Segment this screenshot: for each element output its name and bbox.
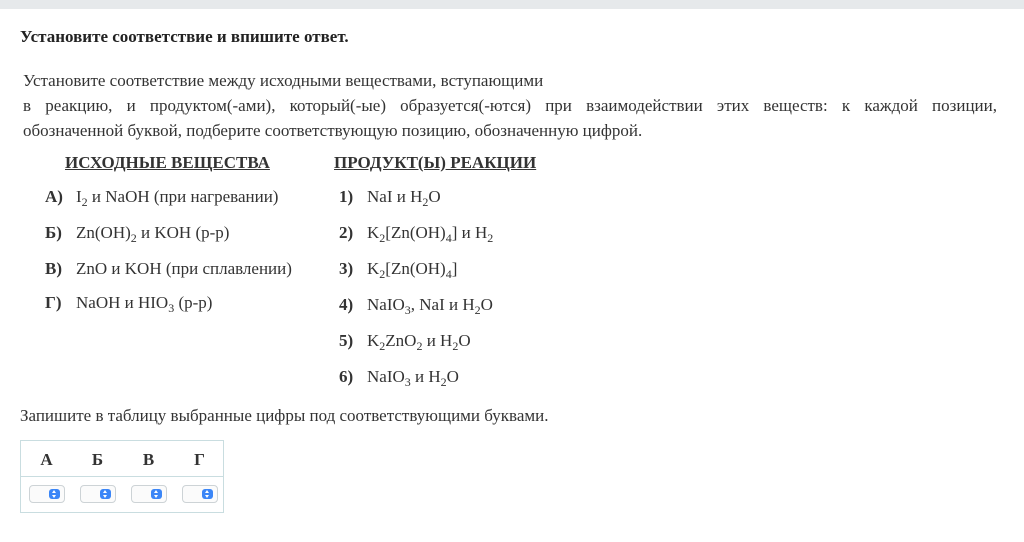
formula-subscript: 2 [440, 375, 447, 389]
formula-text: NaIO [367, 295, 405, 314]
answer-select-v[interactable] [131, 485, 167, 503]
formula-subscript: 4 [445, 267, 452, 281]
up-down-chevron-icon [100, 489, 111, 499]
product-label: 6) [339, 367, 354, 386]
reactants-header: ИСХОДНЫЕ ВЕЩЕСТВА [65, 153, 270, 172]
formula-subscript: 2 [130, 231, 137, 245]
formula-text: ] и H [451, 223, 488, 242]
product-label: 4) [339, 295, 354, 314]
answer-header-v: В [142, 450, 155, 469]
answer-header-b: Б [91, 450, 104, 469]
formula-subscript: 2 [81, 195, 88, 209]
formula-text: O [480, 295, 493, 314]
product-label: 5) [339, 331, 354, 350]
product-label: 3) [339, 259, 354, 278]
formula-subscript: 2 [416, 339, 423, 353]
formula-subscript: 3 [168, 301, 175, 315]
up-down-chevron-icon [151, 489, 162, 499]
formula-subscript: 2 [487, 231, 494, 245]
answer-select-a[interactable] [29, 485, 65, 503]
question-line-1: Установите соответствие между исходными веществами, вступающими [23, 71, 544, 90]
top-bar [0, 0, 1024, 9]
product-label: 2) [339, 223, 354, 242]
answer-header-a: А [40, 450, 53, 469]
formula-subscript: 2 [452, 339, 459, 353]
formula-text: ZnO [385, 331, 417, 350]
product-formula [367, 331, 471, 351]
formula-text: O [428, 187, 441, 206]
formula-text: O [446, 367, 459, 386]
formula-subscript: 2 [379, 339, 386, 353]
question-line-2: в реакцию, и продуктом(-ами), который(-ые) образуется(-ются) при взаимодействии этих веществ: к каждой позиции, [23, 96, 997, 115]
formula-subscript: 2 [379, 231, 386, 245]
formula-text: , NaI и H [410, 295, 475, 314]
formula-text: I [76, 187, 82, 206]
formula-text: ZnO и KOH (при сплавлении) [76, 259, 292, 278]
product-label: 1) [339, 187, 354, 206]
task-title: Установите соответствие и впишите ответ. [20, 27, 349, 46]
answer-table-divider [21, 476, 223, 477]
formula-text: и H [422, 331, 453, 350]
formula-subscript: 2 [422, 195, 429, 209]
formula-subscript: 3 [404, 303, 411, 317]
formula-subscript: 2 [474, 303, 481, 317]
formula-subscript: 4 [445, 231, 452, 245]
reactant-label: А) [45, 187, 63, 206]
formula-text: ] [451, 259, 458, 278]
product-formula [367, 295, 493, 315]
formula-text: NaIO [367, 367, 405, 386]
answer-table [20, 440, 224, 513]
answer-instruction: Запишите в таблицу выбранные цифры под соответствующими буквами. [20, 406, 549, 425]
product-formula [367, 223, 493, 243]
formula-text: O [458, 331, 471, 350]
answer-header-g: Г [194, 450, 205, 469]
product-formula [367, 367, 459, 387]
answer-select-g[interactable] [182, 485, 218, 503]
formula-text: и H [410, 367, 441, 386]
question-line-3: обозначенной буквой, подберите соответствующую позицию, обозначенную цифрой. [23, 121, 643, 140]
formula-text: (р-р) [174, 293, 213, 312]
products-header: ПРОДУКТ(Ы) РЕАКЦИИ [334, 153, 537, 172]
reactant-formula [76, 223, 229, 243]
answer-select-b[interactable] [80, 485, 116, 503]
reactant-formula [76, 187, 278, 207]
formula-text: и NaOH (при нагревании) [87, 187, 279, 206]
reactant-label: Б) [45, 223, 62, 242]
formula-text: NaOH и HIO [76, 293, 169, 312]
formula-text: [Zn(OH) [385, 223, 446, 242]
formula-text: NaI и H [367, 187, 423, 206]
reactant-formula [76, 259, 292, 279]
formula-text: Zn(OH) [76, 223, 131, 242]
formula-text: и KOH (р-р) [136, 223, 230, 242]
up-down-chevron-icon [202, 489, 213, 499]
reactant-label: Г) [45, 293, 62, 312]
reactant-formula [76, 293, 212, 313]
formula-text: K [367, 223, 380, 242]
formula-subscript: 3 [404, 375, 411, 389]
formula-text: K [367, 259, 380, 278]
formula-text: K [367, 331, 380, 350]
product-formula [367, 187, 441, 207]
formula-subscript: 2 [379, 267, 386, 281]
up-down-chevron-icon [49, 489, 60, 499]
formula-text: [Zn(OH) [385, 259, 446, 278]
product-formula [367, 259, 457, 279]
reactant-label: В) [45, 259, 62, 278]
